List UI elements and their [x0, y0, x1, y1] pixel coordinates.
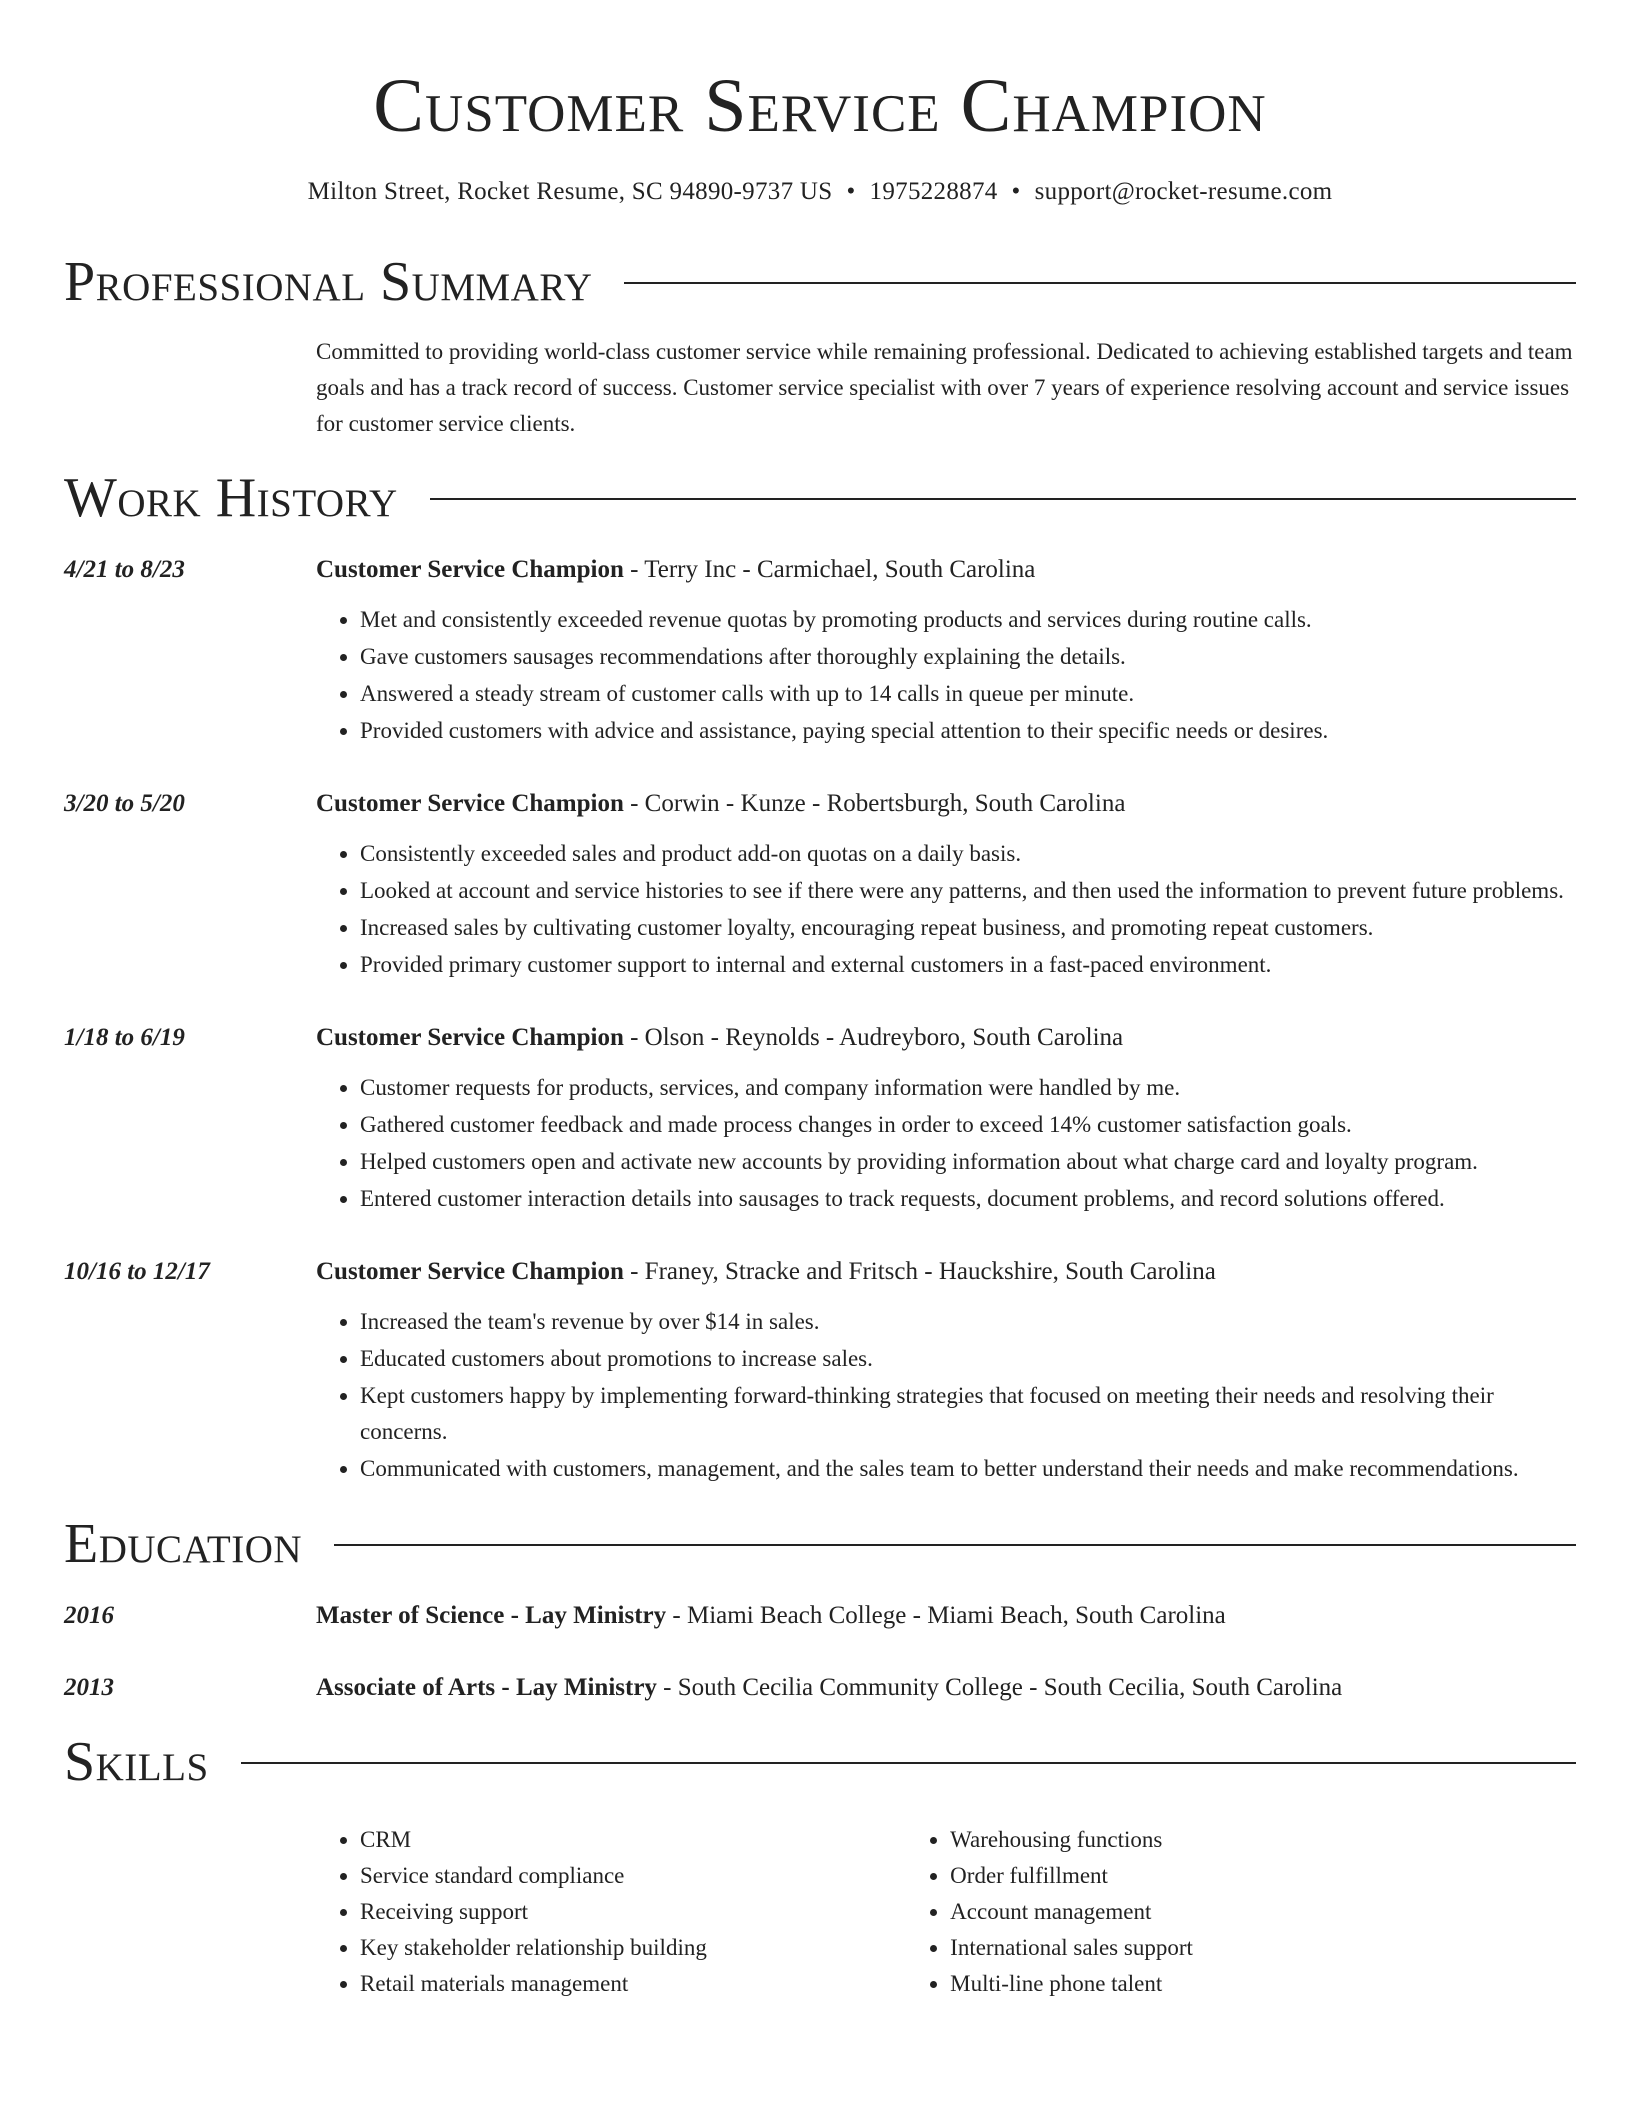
contact-separator: • [846, 178, 856, 205]
work-details: - Corwin - Kunze - Robertsburgh, South Carolina [623, 790, 1126, 817]
list-item: • Retail materials management [360, 1966, 906, 2002]
list-item: • Gave customers sausages recommendations after thoroughly explaining the details. [360, 639, 1576, 675]
contact-line [64, 176, 1576, 208]
work-role: Customer Service Champion [316, 556, 624, 583]
section-header-skills [64, 1730, 1576, 1794]
work-title [316, 552, 1576, 588]
education-degree: Master of Science - Lay Ministry [316, 1602, 667, 1629]
section-title: Education [64, 1513, 303, 1575]
education-entry [64, 1598, 1576, 1634]
email: support@rocket-resume.com [1034, 178, 1333, 205]
list-item: • Met and consistently exceeded revenue quotas by promoting products and services during routine calls. [360, 602, 1576, 638]
list-item: • Increased sales by cultivating customer loyalty, encouraging repeat business, and promoting repeat customers. [360, 910, 1576, 946]
work-date: 4/21 to 8/23 [64, 556, 185, 583]
work-title [316, 786, 1576, 822]
skills-list [316, 1822, 1576, 2002]
education-date: 2016 [64, 1602, 114, 1629]
work-details: - Terry Inc - Carmichael, South Carolina [623, 556, 1036, 583]
phone: 1975228874 [869, 178, 998, 205]
skills-column-right [906, 1822, 1576, 2002]
work-date: 3/20 to 5/20 [64, 790, 185, 817]
work-role: Customer Service Champion [316, 790, 624, 817]
list-item: • Kept customers happy by implementing forward-thinking strategies that focused on meeting their needs and resolving their concerns. [360, 1378, 1576, 1450]
list-item: • Warehousing functions [950, 1822, 1576, 1858]
list-item: • Consistently exceeded sales and product add-on quotas on a daily basis. [360, 836, 1576, 872]
work-bullets [316, 836, 1576, 983]
section-rule [241, 1762, 1576, 1764]
work-bullets [316, 602, 1576, 749]
list-item: • CRM [360, 1822, 906, 1858]
list-item: • Educated customers about promotions to increase sales. [360, 1341, 1576, 1377]
list-item: • Receiving support [360, 1894, 906, 1930]
section-header-work [64, 466, 1576, 530]
list-item: • Provided primary customer support to internal and external customers in a fast-paced environment. [360, 947, 1576, 983]
education-title [316, 1670, 1342, 1706]
list-item: • Account management [950, 1894, 1576, 1930]
education-title [316, 1598, 1226, 1634]
summary-text: Committed to providing world-class customer service while remaining professional. Dedicated to achieving established targets and team goals and has a track record of success. Customer service specialist with over 7 years of experience resolving account and service issues for customer service clients. [316, 339, 1573, 436]
section-rule [430, 498, 1576, 500]
education-details: - Miami Beach College - Miami Beach, South Carolina [666, 1602, 1226, 1629]
list-item: • Looked at account and service histories to see if there were any patterns, and then used the information to prevent future problems. [360, 873, 1576, 909]
list-item: • Order fulfillment [950, 1858, 1576, 1894]
work-details: - Franey, Stracke and Fritsch - Hauckshire, South Carolina [623, 1258, 1216, 1285]
section-title: Skills [64, 1731, 209, 1793]
list-item: • Communicated with customers, management, and the sales team to better understand their needs and make recommendations. [360, 1451, 1576, 1487]
work-role: Customer Service Champion [316, 1024, 624, 1051]
skills-column-left [316, 1822, 906, 2002]
work-date: 1/18 to 6/19 [64, 1024, 185, 1051]
section-rule [334, 1544, 1576, 1546]
list-item: • Gathered customer feedback and made process changes in order to exceed 14% customer satisfaction goals. [360, 1107, 1576, 1143]
resume-name: Customer Service Champion [373, 64, 1267, 148]
list-item: • Multi-line phone talent [950, 1966, 1576, 2002]
work-entry [64, 1254, 1576, 1488]
list-item: • Key stakeholder relationship building [360, 1930, 906, 1966]
section-title: Work History [64, 467, 398, 529]
work-entry [64, 552, 1576, 750]
work-bullets [316, 1070, 1576, 1217]
list-item: • Customer requests for products, services, and company information were handled by me. [360, 1070, 1576, 1106]
resume-page [64, 0, 1576, 2002]
education-date: 2013 [64, 1674, 114, 1701]
education-entry [64, 1670, 1576, 1706]
list-item: • International sales support [950, 1930, 1576, 1966]
work-date: 10/16 to 12/17 [64, 1258, 210, 1285]
contact-separator: • [1011, 178, 1021, 205]
list-item: • Increased the team's revenue by over $14 in sales. [360, 1304, 1576, 1340]
work-details: - Olson - Reynolds - Audreyboro, South Carolina [623, 1024, 1124, 1051]
section-header-summary [64, 250, 1576, 314]
education-details: - South Cecilia Community College - South Cecilia, South Carolina [656, 1674, 1343, 1701]
work-title [316, 1254, 1576, 1290]
work-role: Customer Service Champion [316, 1258, 624, 1285]
work-title [316, 1020, 1576, 1056]
work-bullets [316, 1304, 1576, 1487]
list-item: • Answered a steady stream of customer calls with up to 14 calls in queue per minute. [360, 676, 1576, 712]
list-item: • Helped customers open and activate new accounts by providing information about what charge card and loyalty program. [360, 1144, 1576, 1180]
list-item: • Service standard compliance [360, 1858, 906, 1894]
education-degree: Associate of Arts - Lay Ministry [316, 1674, 657, 1701]
list-item: • Entered customer interaction details into sausages to track requests, document problems, and record solutions offered. [360, 1181, 1576, 1217]
list-item: • Provided customers with advice and assistance, paying special attention to their specific needs or desires. [360, 713, 1576, 749]
section-header-education [64, 1512, 1576, 1576]
address: Milton Street, Rocket Resume, SC 94890-9737 US [307, 178, 833, 205]
work-entry [64, 1020, 1576, 1218]
work-entry [64, 786, 1576, 984]
section-title: Professional Summary [64, 251, 593, 313]
section-rule [624, 282, 1576, 284]
